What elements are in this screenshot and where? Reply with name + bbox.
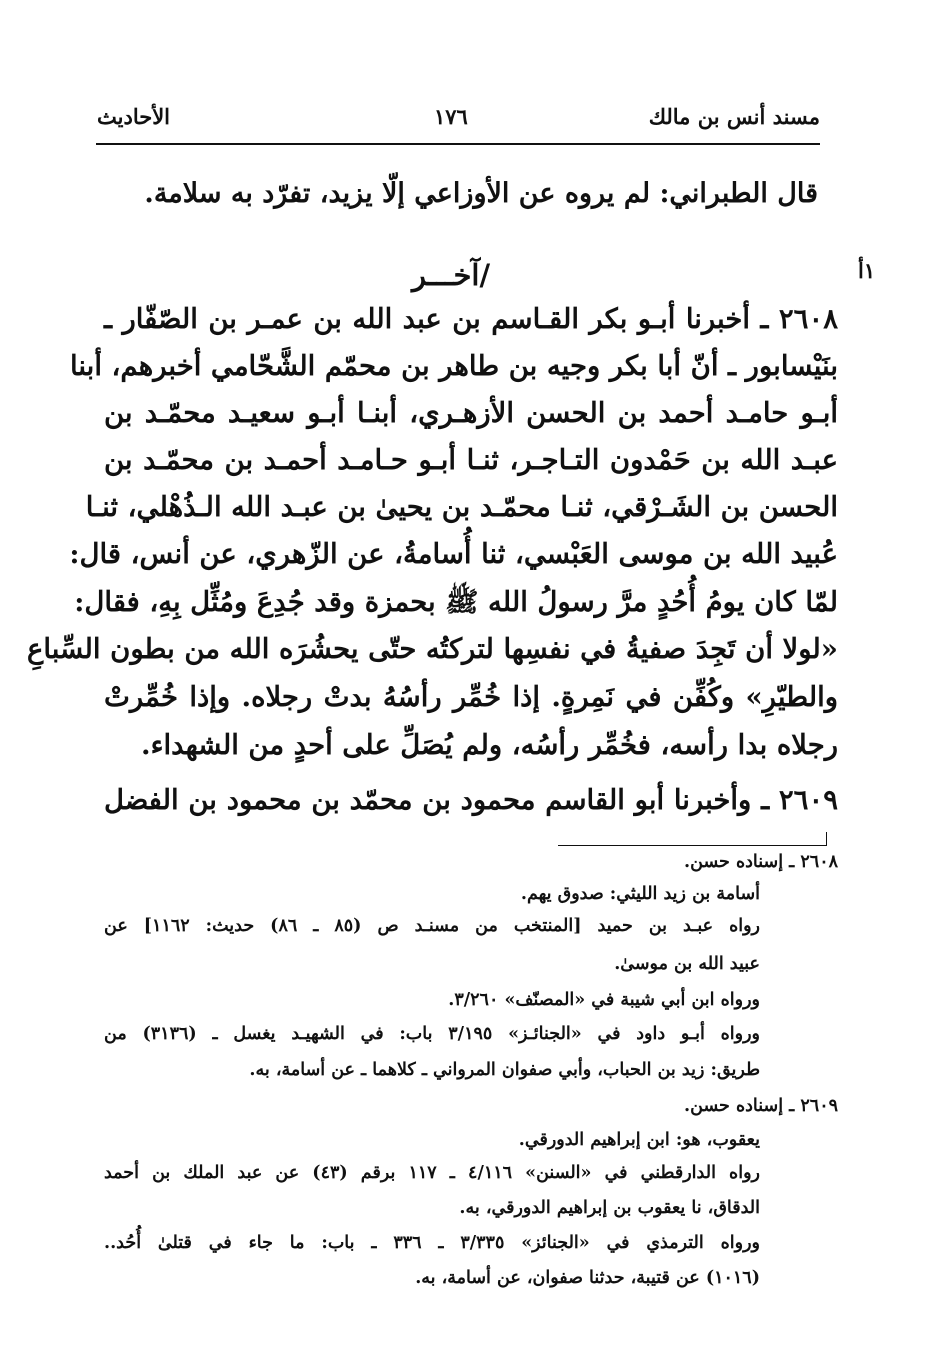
intro-line: قال الطبراني: لم يروه عن الأوزاعي إلّا يزيد، تفرّد به سلامة. [144, 178, 818, 209]
footnote-2609-line: يعقوب، هو: ابن إبراهيم الدورقي. [518, 1130, 760, 1150]
header-divider [96, 143, 820, 145]
footnote-2608-heading: ٢٦٠٨ ـ إسناده حسن. [684, 852, 838, 872]
footnote-2608-line: ورواه ابن أبي شيبة في «المصنّف» ٣/٢٦٠. [448, 990, 760, 1010]
footnote-marker-tick [826, 832, 827, 846]
footnote-2608-line: أسامة بن زيد الليثي: صدوق يهم. [520, 884, 760, 904]
margin-folio-marker: ١أ [858, 258, 876, 283]
running-header-section: الأحاديث [97, 104, 171, 129]
hadith-2608-line: لمّا كان يومُ أُحُدٍ مرَّ رسولُ الله ﷺ بحمزة وقد جُدِعَ ومُثِّل بِهِ، فقال: [74, 586, 838, 618]
footnote-2609-line: (١٠١٦) عن قتيبة، حدثنا صفوان، عن أسامة، به. [415, 1268, 760, 1288]
hadith-2608-line: رجلاه بدا رأسه، فخُمِّر رأسُه، ولم يُصَلِّ على أحدٍ من الشهداء. [141, 729, 838, 761]
running-header-title: مسند أنس بن مالك [648, 104, 820, 129]
hadith-2608-line: ٢٦٠٨ ـ أخبرنا أبـو بكر القـاسم بن عبد الله بن عمـر بن الصّفّار ـ [104, 303, 838, 335]
footnote-2609-line: الدقاق، نا يعقوب بن إبراهيم الدورقي، به. [459, 1198, 760, 1218]
hadith-2608-line: بنَيْسابور ـ أنّ أبا بكر وجيه بن طاهر بن محمّم الشَّحّامي أخبرهم، أبنا [70, 350, 838, 382]
footnote-2608-line: رواه عبـد بن حميد [المنتخب من مسنـد ص (٨٥ ـ ٨٦) حديث: ١١٦٢] عن [104, 916, 761, 936]
footnote-2609-line: ورواه الترمذي في «الجنائز» ٣/٣٣٥ ـ ٣٣٦ ـ باب: ما جاء في قتلىٰ أُحُد.. [104, 1233, 760, 1253]
hadith-2608-line: الحسن بن الشَـرْقي، ثنـا محمّـد بن يحيىٰ بن عبـد الله الـذُهْلي، ثنـا [85, 491, 838, 523]
section-heading: /آخـــر [412, 258, 491, 292]
footnote-divider [558, 845, 826, 846]
hadith-2608-line: والطيّرِ» وكُفِّن في نَمِرةٍ. إذا خُمِّر رأسُهُ بدتْ رجلاه. وإذا خُمِّرتْ [104, 681, 838, 713]
hadith-2608-line: عبـد الله بن حَمْدون التـاجـر، ثنـا أبـو حـامـد أحمـد بن محمّـد بن [104, 444, 838, 476]
hadith-2608-line: أبـو حامـد أحمد بن الحسن الأزهـري، أبنـا أبـو سعيـد محمّـد بن [104, 397, 838, 429]
hadith-2608-line: «لولا أن تَجِدَ صفيةُ في نفسِها لتركتُه حتّى يحشُرَه الله من بطون السِّباعِ [26, 633, 838, 665]
footnote-2608-line: طريق: زيد بن الحباب، وأبي صفوان المرواني ـ كلاهما ـ عن أسامة، به. [249, 1060, 760, 1080]
hadith-2608-line: عُبيد الله بن موسى العَبْسي، ثنا أُسامةُ، عن الزّهري، عن أنس، قال: [69, 538, 838, 570]
footnote-2608-line: ورواه أبـو داود في «الجنائـز» ٣/١٩٥ باب: في الشهيـد يغسل ـ (٣١٣٦) من [104, 1024, 760, 1044]
footnote-2608-line: عبيد الله بن موسىٰ. [614, 954, 760, 974]
footnote-2609-heading: ٢٦٠٩ ـ إسناده حسن. [684, 1096, 838, 1116]
footnote-2609-line: رواه الدارقطني في «السنن» ٤/١١٦ ـ ١١٧ برقم (٤٣) عن عبد الملك بن أحمد [104, 1163, 760, 1183]
hadith-2609-line: ٢٦٠٩ ـ وأخبرنا أبو القاسم محمود بن محمّد بن محمود بن الفضل [104, 784, 838, 816]
page-number: ١٧٦ [434, 104, 468, 129]
